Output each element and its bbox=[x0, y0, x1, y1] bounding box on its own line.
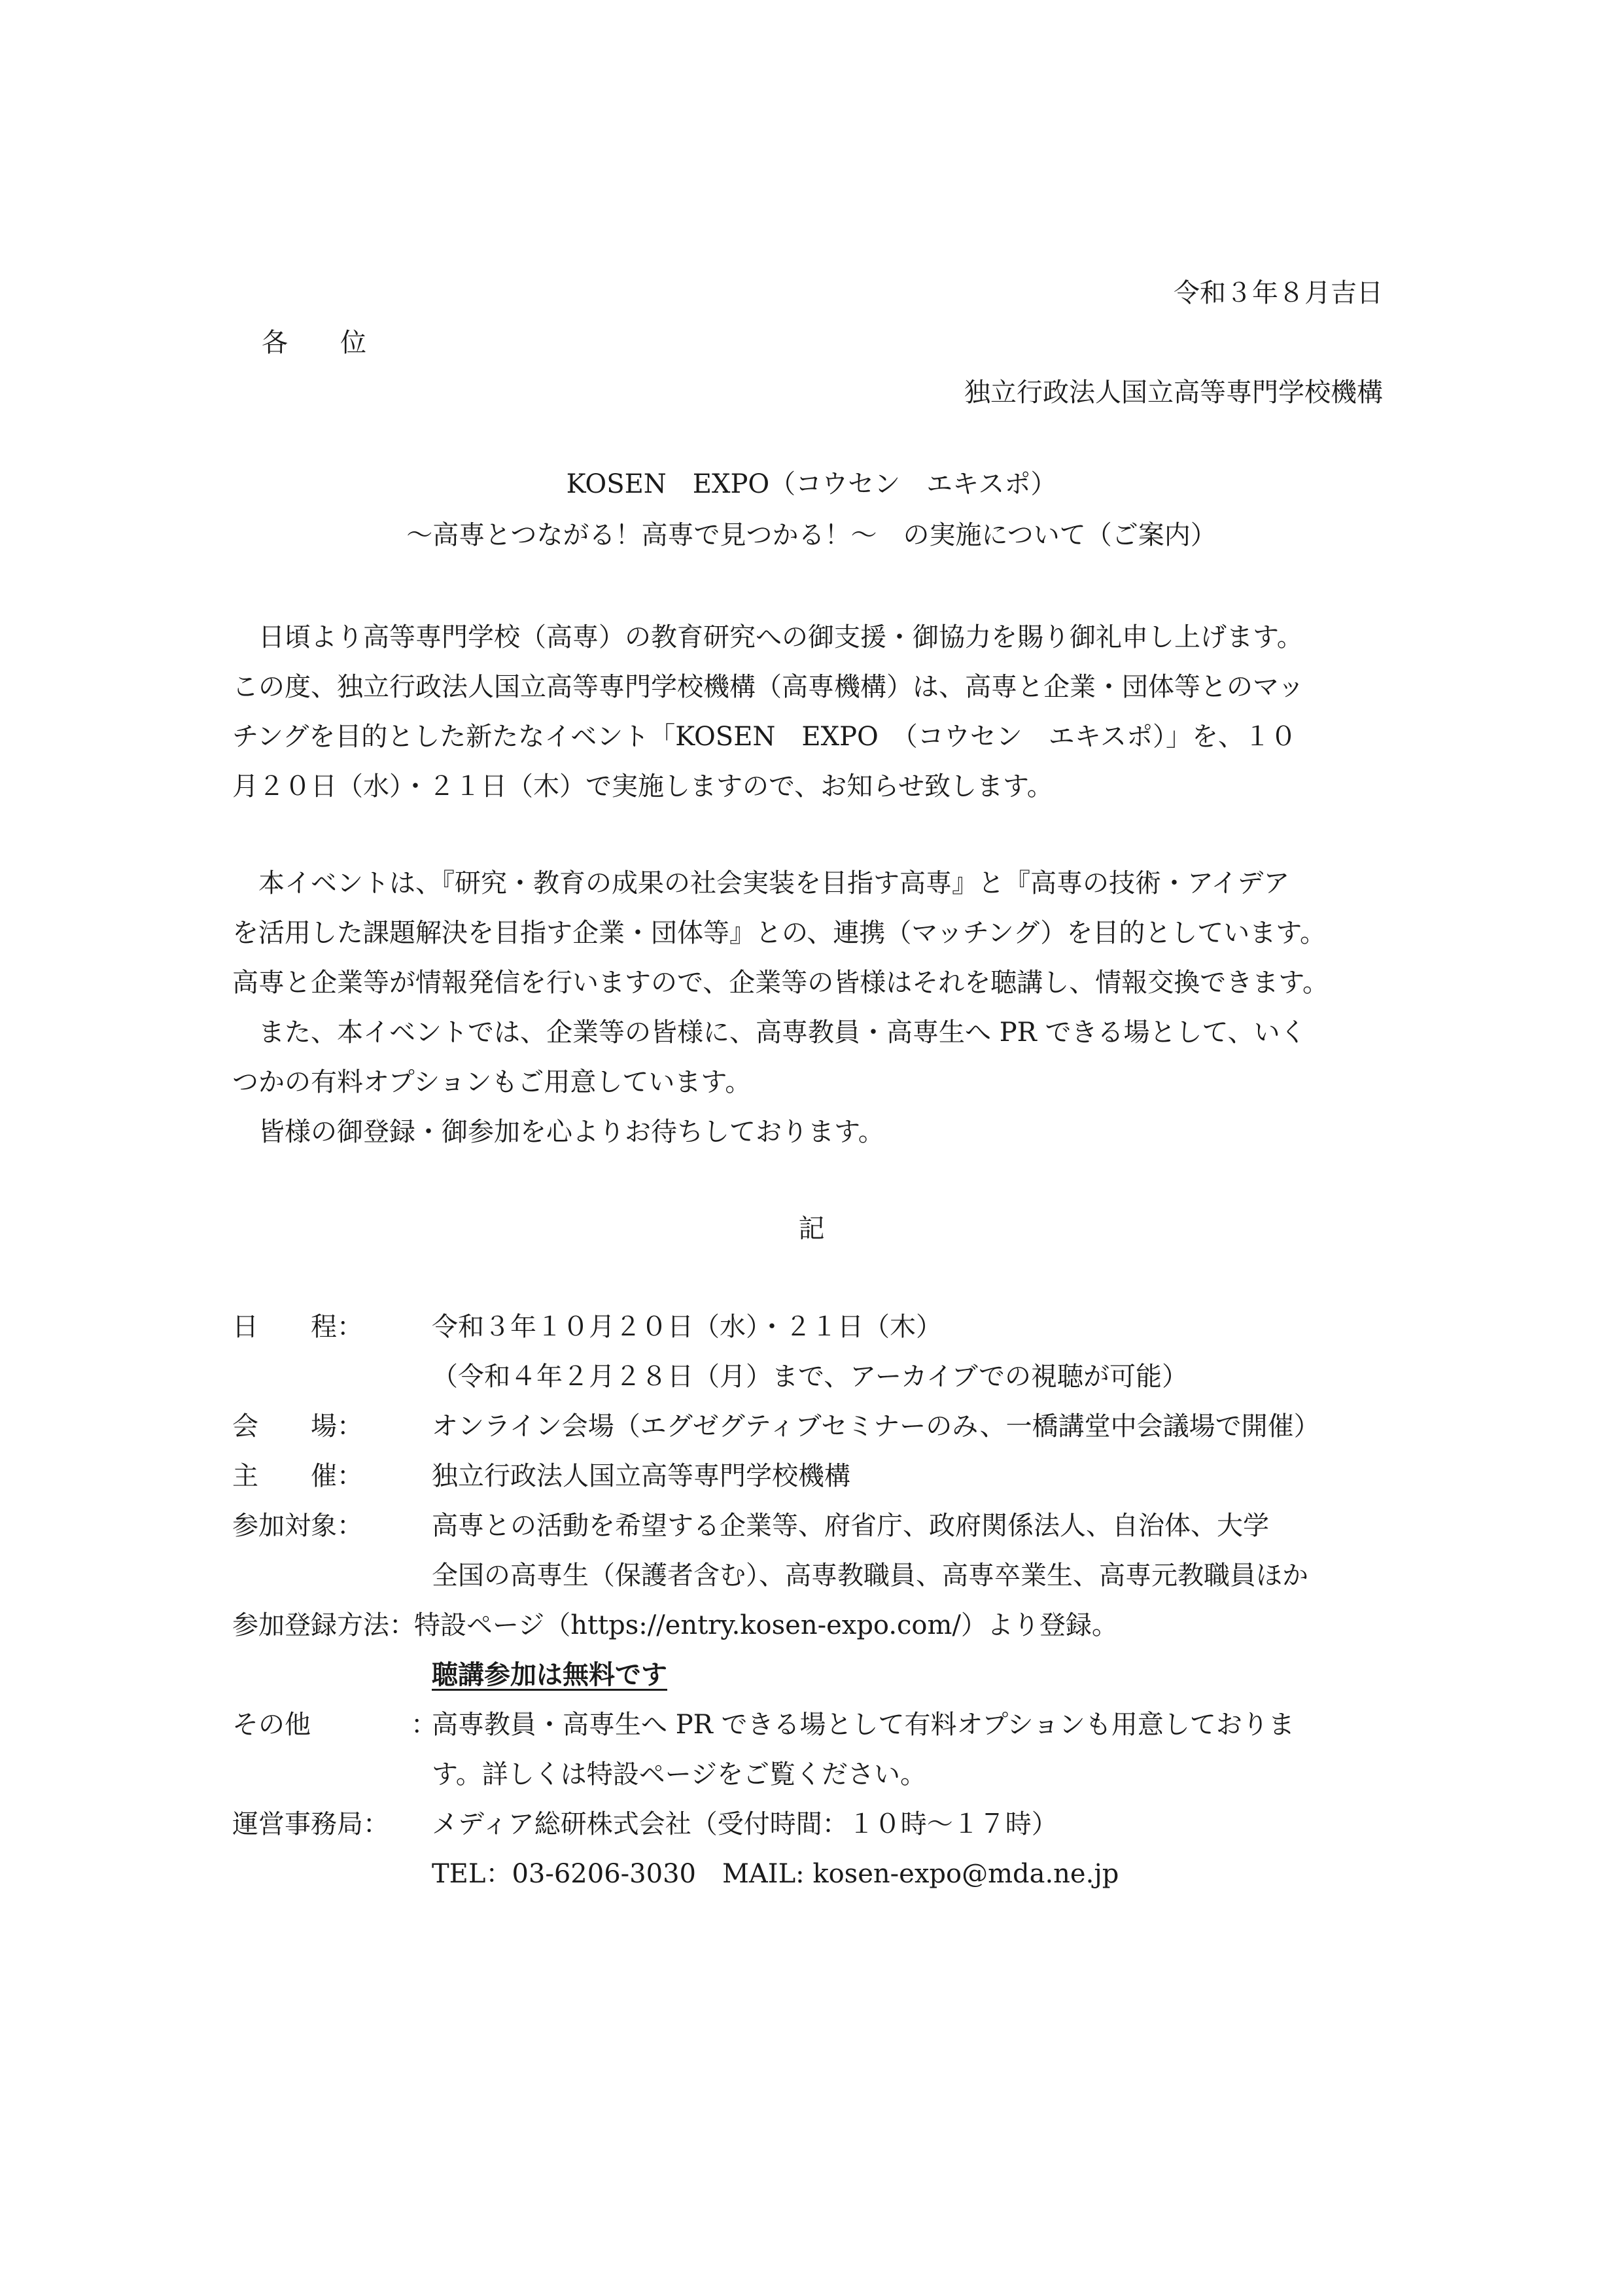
target-value-2: 全国の高専生（保護者含む）、高専教職員、高専卒業生、高専元教職員ほか bbox=[432, 1561, 1308, 1591]
para3-line-1: また、本イベントでは、企業等の皆様に、高専教員・高専生へ PR できる場として、いく bbox=[258, 1017, 1306, 1048]
sender-organization: 独立行政法人国立高等専門学校機構 bbox=[964, 378, 1383, 408]
venue-value: オンライン会場（エグゼグティブセミナーのみ、一橋講堂中会議場で開催） bbox=[432, 1411, 1320, 1441]
registration-free-note: 聴講参加は無料です bbox=[432, 1659, 667, 1690]
para2-line-3: 高専と企業等が情報発信を行いますので、企業等の皆様はそれを聴講し、情報交換できます。 bbox=[232, 968, 1329, 998]
registration-label: 参加登録方法： bbox=[232, 1610, 415, 1640]
schedule-note: （令和４年２月２８日（月）まで、アーカイブでの視聴が可能） bbox=[432, 1362, 1188, 1392]
para2-line-1: 本イベントは、『研究・教育の成果の社会実装を目指す高専』と『高専の技術・アイデア bbox=[258, 868, 1290, 898]
host-label: 主 催： bbox=[232, 1461, 363, 1491]
target-label: 参加対象： bbox=[232, 1511, 363, 1541]
para3-line-2: つかの有料オプションもご用意しています。 bbox=[232, 1067, 752, 1097]
office-contact: TEL：03-6206-3030 MAIL: kosen-expo@mda.ne.jp bbox=[432, 1859, 1119, 1889]
para1-line-1: 日頃より高等専門学校（高専）の教育研究への御支援・御協力を賜り御礼申し上げます。 bbox=[258, 622, 1303, 652]
other-colon: ： bbox=[411, 1710, 437, 1740]
other-value-2: す。詳しくは特設ページをご覧ください。 bbox=[432, 1759, 926, 1790]
registration-value: 特設ページ（https://entry.kosen-expo.com/）より登録。 bbox=[414, 1610, 1118, 1640]
para1-line-3: チングを目的とした新たなイベント「KOSEN EXPO （コウセン エキスポ）」を、１０ bbox=[232, 722, 1297, 752]
office-value: メディア総研株式会社（受付時間：１０時～１７時） bbox=[432, 1809, 1058, 1839]
para2-line-2: を活用した課題解決を目指す企業・団体等』との、連携（マッチング）を目的としています。 bbox=[232, 918, 1326, 948]
recipient: 各 位 bbox=[262, 328, 366, 358]
other-value-1: 高専教員・高専生へ PR できる場として有料オプションも用意しておりま bbox=[432, 1710, 1295, 1740]
ki-heading: 記 bbox=[798, 1214, 825, 1244]
target-value-1: 高専との活動を希望する企業等、府省庁、政府関係法人、自治体、大学 bbox=[432, 1511, 1269, 1541]
venue-label: 会 場： bbox=[232, 1411, 363, 1441]
para4-line-1: 皆様の御登録・御参加を心よりお待ちしております。 bbox=[258, 1117, 884, 1147]
title-line-1: KOSEN EXPO（コウセン エキスポ） bbox=[566, 469, 1057, 499]
office-label: 運営事務局： bbox=[232, 1809, 389, 1839]
para1-line-2: この度、独立行政法人国立高等専門学校機構（高専機構）は、高専と企業・団体等とのマッ bbox=[232, 672, 1304, 702]
schedule-label: 日 程： bbox=[232, 1312, 363, 1342]
document-date: 令和３年８月吉日 bbox=[1174, 278, 1383, 308]
schedule-value: 令和３年１０月２０日（水）・２１日（木） bbox=[432, 1312, 942, 1342]
title-line-2: ～高専とつながる！高専で見つかる！～ の実施について（ご案内） bbox=[406, 520, 1217, 550]
host-value: 独立行政法人国立高等専門学校機構 bbox=[432, 1461, 850, 1491]
other-label: その他 bbox=[232, 1710, 311, 1740]
para1-line-4: 月２０日（水）・２１日（木）で実施しますので、お知らせ致します。 bbox=[232, 771, 1053, 802]
